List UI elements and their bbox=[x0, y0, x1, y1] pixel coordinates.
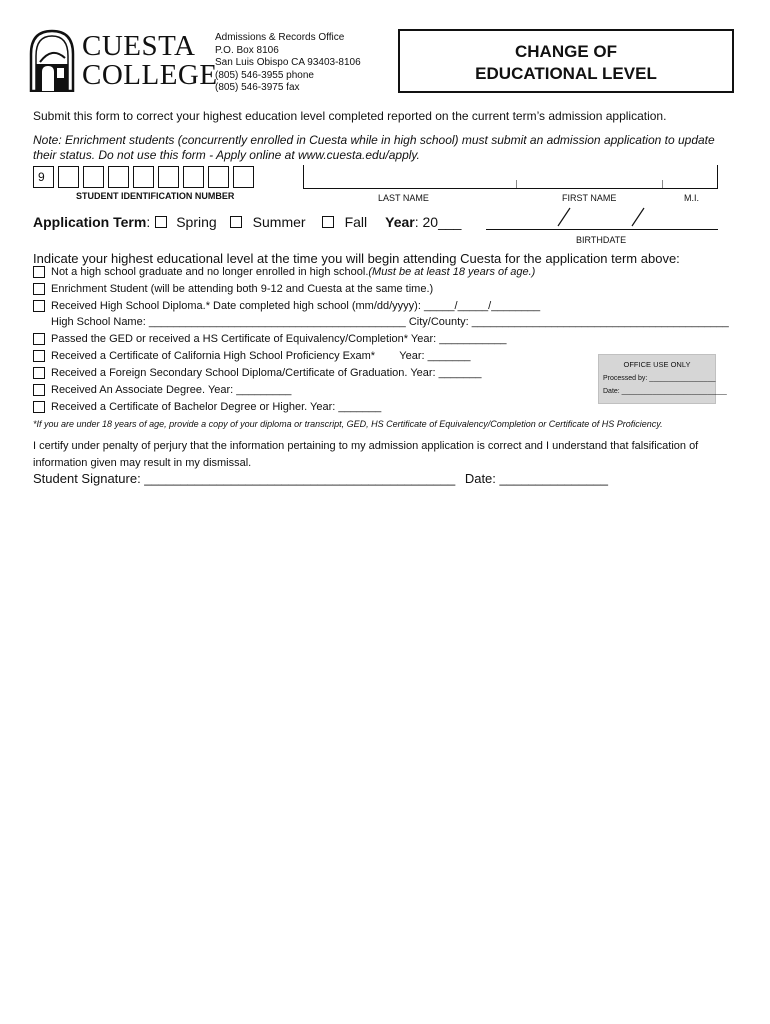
first-name-label: FIRST NAME bbox=[562, 193, 617, 203]
option-checkbox[interactable] bbox=[33, 367, 45, 379]
office-address bbox=[215, 32, 361, 95]
fall-label: Fall bbox=[344, 214, 368, 230]
option-row bbox=[33, 300, 540, 312]
student-id-digit-box[interactable] bbox=[133, 166, 154, 188]
certification-text: I certify under penalty of perjury that the information pertaining to my admission application is correct and I understand that falsification of information given may result in my dismissal. bbox=[33, 440, 699, 469]
spring-label: Spring bbox=[176, 214, 217, 230]
form-title-line1: CHANGE OF bbox=[515, 42, 617, 61]
option-checkbox[interactable] bbox=[33, 384, 45, 396]
option-checkbox[interactable] bbox=[33, 401, 45, 413]
office-date-field: Date: ___________________________ bbox=[603, 388, 727, 395]
note-text: Note: Enrichment students (concurrently enrolled in Cuesta while in high school) must submit an admission application to update their status. Do not use this form - Apply online at www.cuesta.edu/apply. bbox=[33, 133, 715, 162]
fall-checkbox[interactable] bbox=[322, 216, 334, 228]
birthdate-label: BIRTHDATE bbox=[576, 235, 627, 245]
student-id-prefix: 9 bbox=[33, 166, 54, 188]
summer-label: Summer bbox=[252, 214, 306, 230]
office-line: San Luis Obispo CA 93403-8106 bbox=[215, 57, 361, 69]
option-label: Not a high school graduate and no longer enrolled in high school. bbox=[51, 266, 369, 278]
intro-text: Submit this form to correct your highest education level completed reported on the current term’s admission application. bbox=[33, 109, 667, 123]
student-id-digit-box[interactable] bbox=[108, 166, 129, 188]
option-label: Enrichment Student (will be attending both 9-12 and Cuesta at the same time.) bbox=[51, 283, 434, 295]
option-label: Received An Associate Degree. Year: _________ bbox=[51, 384, 292, 396]
option-checkbox[interactable] bbox=[33, 283, 45, 295]
office-use-title: OFFICE USE ONLY bbox=[623, 360, 691, 369]
footnote: *If you are under 18 years of age, provide a copy of your diploma or transcript, GED, HS Certificate of Equivalency/Completion or Certificate of HS Proficiency. bbox=[33, 419, 663, 429]
option-checkbox[interactable] bbox=[33, 333, 45, 345]
signature-date-field[interactable]: Date: _______________ bbox=[464, 471, 608, 486]
office-line: Admissions & Records Office bbox=[215, 32, 345, 43]
student-id-digit-box[interactable] bbox=[233, 166, 254, 188]
name-divider bbox=[516, 180, 517, 188]
logo-word-college: COLLEGE bbox=[82, 59, 218, 91]
spring-checkbox[interactable] bbox=[155, 216, 167, 228]
option-row bbox=[33, 283, 433, 295]
student-id-digit-box[interactable] bbox=[58, 166, 79, 188]
application-term-colon: : bbox=[146, 214, 151, 230]
last-name-label: LAST NAME bbox=[378, 193, 429, 203]
student-id-label: STUDENT IDENTIFICATION NUMBER bbox=[76, 191, 235, 201]
office-line: P.O. Box 8106 bbox=[215, 44, 279, 56]
signature-row bbox=[33, 471, 608, 486]
year-label: Year bbox=[385, 214, 415, 230]
name-divider bbox=[662, 180, 663, 188]
office-line: (805) 546-3955 phone bbox=[215, 69, 314, 81]
option-row bbox=[33, 350, 470, 362]
application-term-label: Application Term bbox=[33, 214, 147, 230]
option-row bbox=[33, 266, 535, 278]
option-checkbox[interactable] bbox=[33, 300, 45, 312]
date-separator-slash bbox=[556, 207, 572, 227]
option-label: Received a Certificate of California High School Proficiency Exam* Year: _______ bbox=[51, 350, 471, 362]
option-label: Received a Certificate of Bachelor Degree or Higher. Year: _______ bbox=[51, 401, 382, 413]
logo-word-cuesta: CUESTA bbox=[82, 30, 196, 62]
office-use-box bbox=[598, 354, 727, 404]
student-id-digit-box[interactable] bbox=[83, 166, 104, 188]
option-row bbox=[33, 333, 507, 345]
processed-by-field: Processed by: _________________ bbox=[603, 375, 716, 382]
student-signature-field[interactable]: Student Signature: ___________________________________________ bbox=[33, 471, 456, 486]
student-id-digit-box[interactable] bbox=[208, 166, 229, 188]
option-note: (Must be at least 18 years of age.) bbox=[368, 266, 536, 278]
office-line: (805) 546-3975 fax bbox=[215, 82, 300, 94]
student-id-boxes bbox=[33, 166, 254, 188]
option-checkbox[interactable] bbox=[33, 266, 45, 278]
student-id-digit-box[interactable] bbox=[158, 166, 179, 188]
option-label: Received High School Diploma.* Date completed high school (mm/dd/yyyy): _____/_____/________ bbox=[51, 300, 541, 312]
date-separator-slash bbox=[630, 207, 646, 227]
option-row bbox=[33, 367, 481, 379]
year-field[interactable]: : 20___ bbox=[414, 214, 462, 230]
form-title-line2: EDUCATIONAL LEVEL bbox=[475, 64, 657, 83]
option-row bbox=[33, 401, 381, 413]
high-school-line[interactable]: High School Name: __________________________________________ City/County: __________________________________________ bbox=[51, 316, 729, 328]
form-title bbox=[398, 29, 734, 93]
indicate-heading: Indicate your highest educational level at the time you will begin attending Cuesta for the application term above: bbox=[33, 251, 680, 266]
name-field[interactable] bbox=[303, 165, 718, 189]
summer-checkbox[interactable] bbox=[230, 216, 242, 228]
option-label: Passed the GED or received a HS Certificate of Equivalency/Completion* Year: ___________ bbox=[51, 333, 507, 345]
birthdate-field[interactable] bbox=[486, 229, 718, 230]
mission-arch-icon bbox=[28, 28, 76, 92]
option-checkbox[interactable] bbox=[33, 350, 45, 362]
option-row bbox=[33, 384, 291, 396]
application-term-row bbox=[33, 214, 461, 230]
option-label: Received a Foreign Secondary School Diploma/Certificate of Graduation. Year: _______ bbox=[51, 367, 482, 379]
college-logo bbox=[28, 28, 218, 94]
student-id-digit-box[interactable] bbox=[183, 166, 204, 188]
mi-label: M.I. bbox=[684, 193, 699, 203]
